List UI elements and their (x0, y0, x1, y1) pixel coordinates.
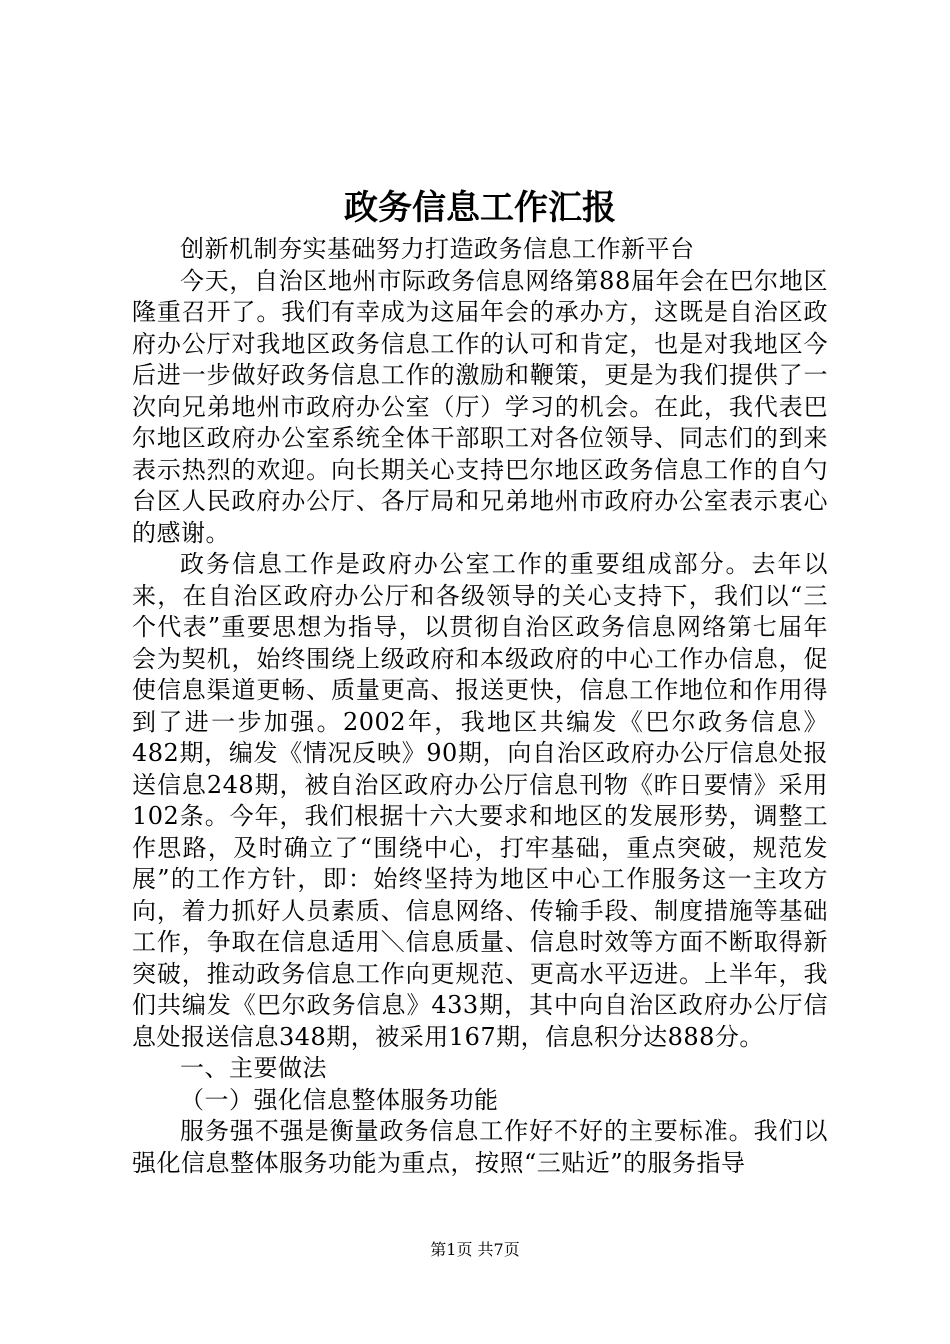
document-body (132, 234, 828, 1179)
document-title: 政务信息工作汇报 (344, 188, 616, 228)
summary-paragraph: 政务信息工作是政府办公室工作的重要组成部分。去年以来，在自治区政府办公厅和各级领导的关心支持下，我们以“三个代表”重要思想为指导，以贯彻自治区政务信息网络第七届年会为契机，始终围绕上级政府和本级政府的中心工作办信息，促使信息渠道更畅、质量更高、报送更快，信息工作地位和作用得到了进一步加强。2002年，我地区共编发《巴尔政务信息》482期，编发《情况反映》90期，向自治区政府办公厅信息处报送信息248期，被自治区政府办公厅信息刊物《昨日要情》采用102条。今年，我们根据十六大要求和地区的发展形势，调整工作思路，及时确立了“围绕中心，打牢基础，重点突破，规范发展”的工作方针，即：始终坚持为地区中心工作服务这一主攻方向，着力抓好人员素质、信息网络、传输手段、制度措施等基础工作，争取在信息适用＼信息质量、信息时效等方面不断取得新突破，推动政务信息工作向更规范、更高水平迈进。上半年，我们共编发《巴尔政务信息》433期，其中向自治区政府办公厅信息处报送信息348期，被采用167期，信息积分达888分。 (132, 550, 828, 1051)
intro-paragraph: 今天，自治区地州市际政务信息网络第88届年会在巴尔地区隆重召开了。我们有幸成为这届年会的承办方，这既是自治区政府办公厅对我地区政务信息工作的认可和肯定，也是对我地区今后进一步做好政务信息工作的激励和鞭策，更是为我们提供了一次向兄弟地州市政府办公室（厅）学习的机会。在此，我代表巴尔地区政府办公室系统全体干部职工对各位领导、同志们的到来表示热烈的欢迎。向长期关心支持巴尔地区政务信息工作的自勺台区人民政府办公厅、各厅局和兄弟地州市政府办公室表示衷心的感谢。 (132, 266, 828, 547)
subsection-heading: （一）强化信息整体服务功能 (180, 1085, 499, 1114)
page-number-footer: 第1页 共7页 (430, 1240, 520, 1259)
service-paragraph: 服务强不强是衡量政务信息工作好不好的主要标准。我们以强化信息整体服务功能为重点，按照“三贴近”的服务指导 (132, 1117, 828, 1177)
subtitle-paragraph: 创新机制夯实基础努力打造政务信息工作新平台 (180, 235, 695, 263)
section-heading: 一、主要做法 (180, 1054, 327, 1082)
